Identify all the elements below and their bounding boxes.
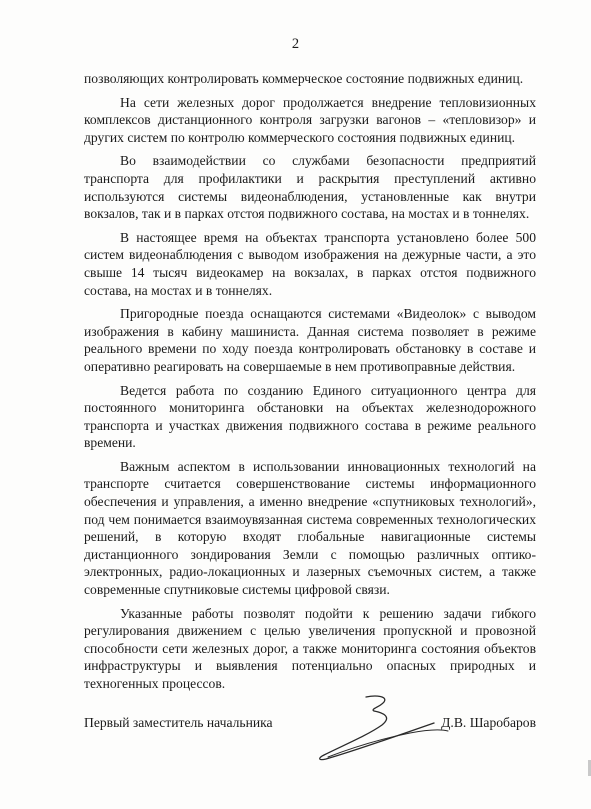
- handwritten-signature: [314, 693, 454, 765]
- document-body: [84, 70, 536, 699]
- paragraph-2: На сети железных дорог продолжается внедрение тепловизионных комплексов дистанционного контроля загрузки вагонов – «тепловизор» и других систем по контролю коммерческого состояния подвижных единиц.: [84, 94, 536, 145]
- signatory-name: Д.В. Шаробаров: [441, 715, 536, 730]
- signatory-position: Первый заместитель начальника: [84, 715, 273, 730]
- paragraph-8: Указанные работы позволят подойти к решению задачи гибкого регулирования движением с целью увеличения пропускной и провозной способности сети железных дорог, а также мониторинга состояния объектов инфраструктуры и выявления потенциально опасных природных и техногенных процессов.: [84, 605, 536, 691]
- paragraph-3: Во взаимодействии со службами безопасности предприятий транспорта для профилактики и раскрытия преступлений активно используются системы видеонаблюдения, установленные как внутри вокзалов, так и в парках отстоя подвижного состава, на мостах и в тоннелях.: [84, 153, 536, 222]
- page-number: 2: [291, 36, 300, 52]
- signature-block: [84, 715, 536, 775]
- paragraph-5: Пригородные поезда оснащаются системами «Видеолок» с выводом изображения в кабину машиниста. Данная система позволяет в режиме реального времени по ходу поезда контролировать обстановку в составе и оперативно реагировать на совершаемые в нем противоправные действия.: [84, 306, 536, 374]
- paragraph-4: В настоящее время на объектах транспорта установлено более 500 систем видеонаблюдения с выводом изображения на дежурные части, а это свыше 14 тысяч видеокамер на вокзалах, в парках отстоя подвижного состава, на мостах и в тоннелях.: [84, 229, 536, 298]
- paragraph-1: позволяющих контролировать коммерческое состояние подвижных единиц.: [84, 71, 524, 86]
- paragraph-6: Ведется работа по созданию Единого ситуационного центра для постоянного мониторинга обстановки на объектах железнодорожного транспорта и участках движения подвижного состава в режиме реального времени.: [84, 382, 536, 451]
- paragraph-7: Важным аспектом в использовании инновационных технологий на транспорте считается совершенствование системы информационного обеспечения и управления, а именно внедрение «спутниковых технологий», под чем понимается взаимоувязанная система современных технологических решений, в которую входят глобальные навигационные системы дистанционного зондирования Земли с помощью различных оптико-электронных, радио-локационных и лазерных съемочных систем, а также современные спутниковые системы цифровой связи.: [84, 458, 536, 598]
